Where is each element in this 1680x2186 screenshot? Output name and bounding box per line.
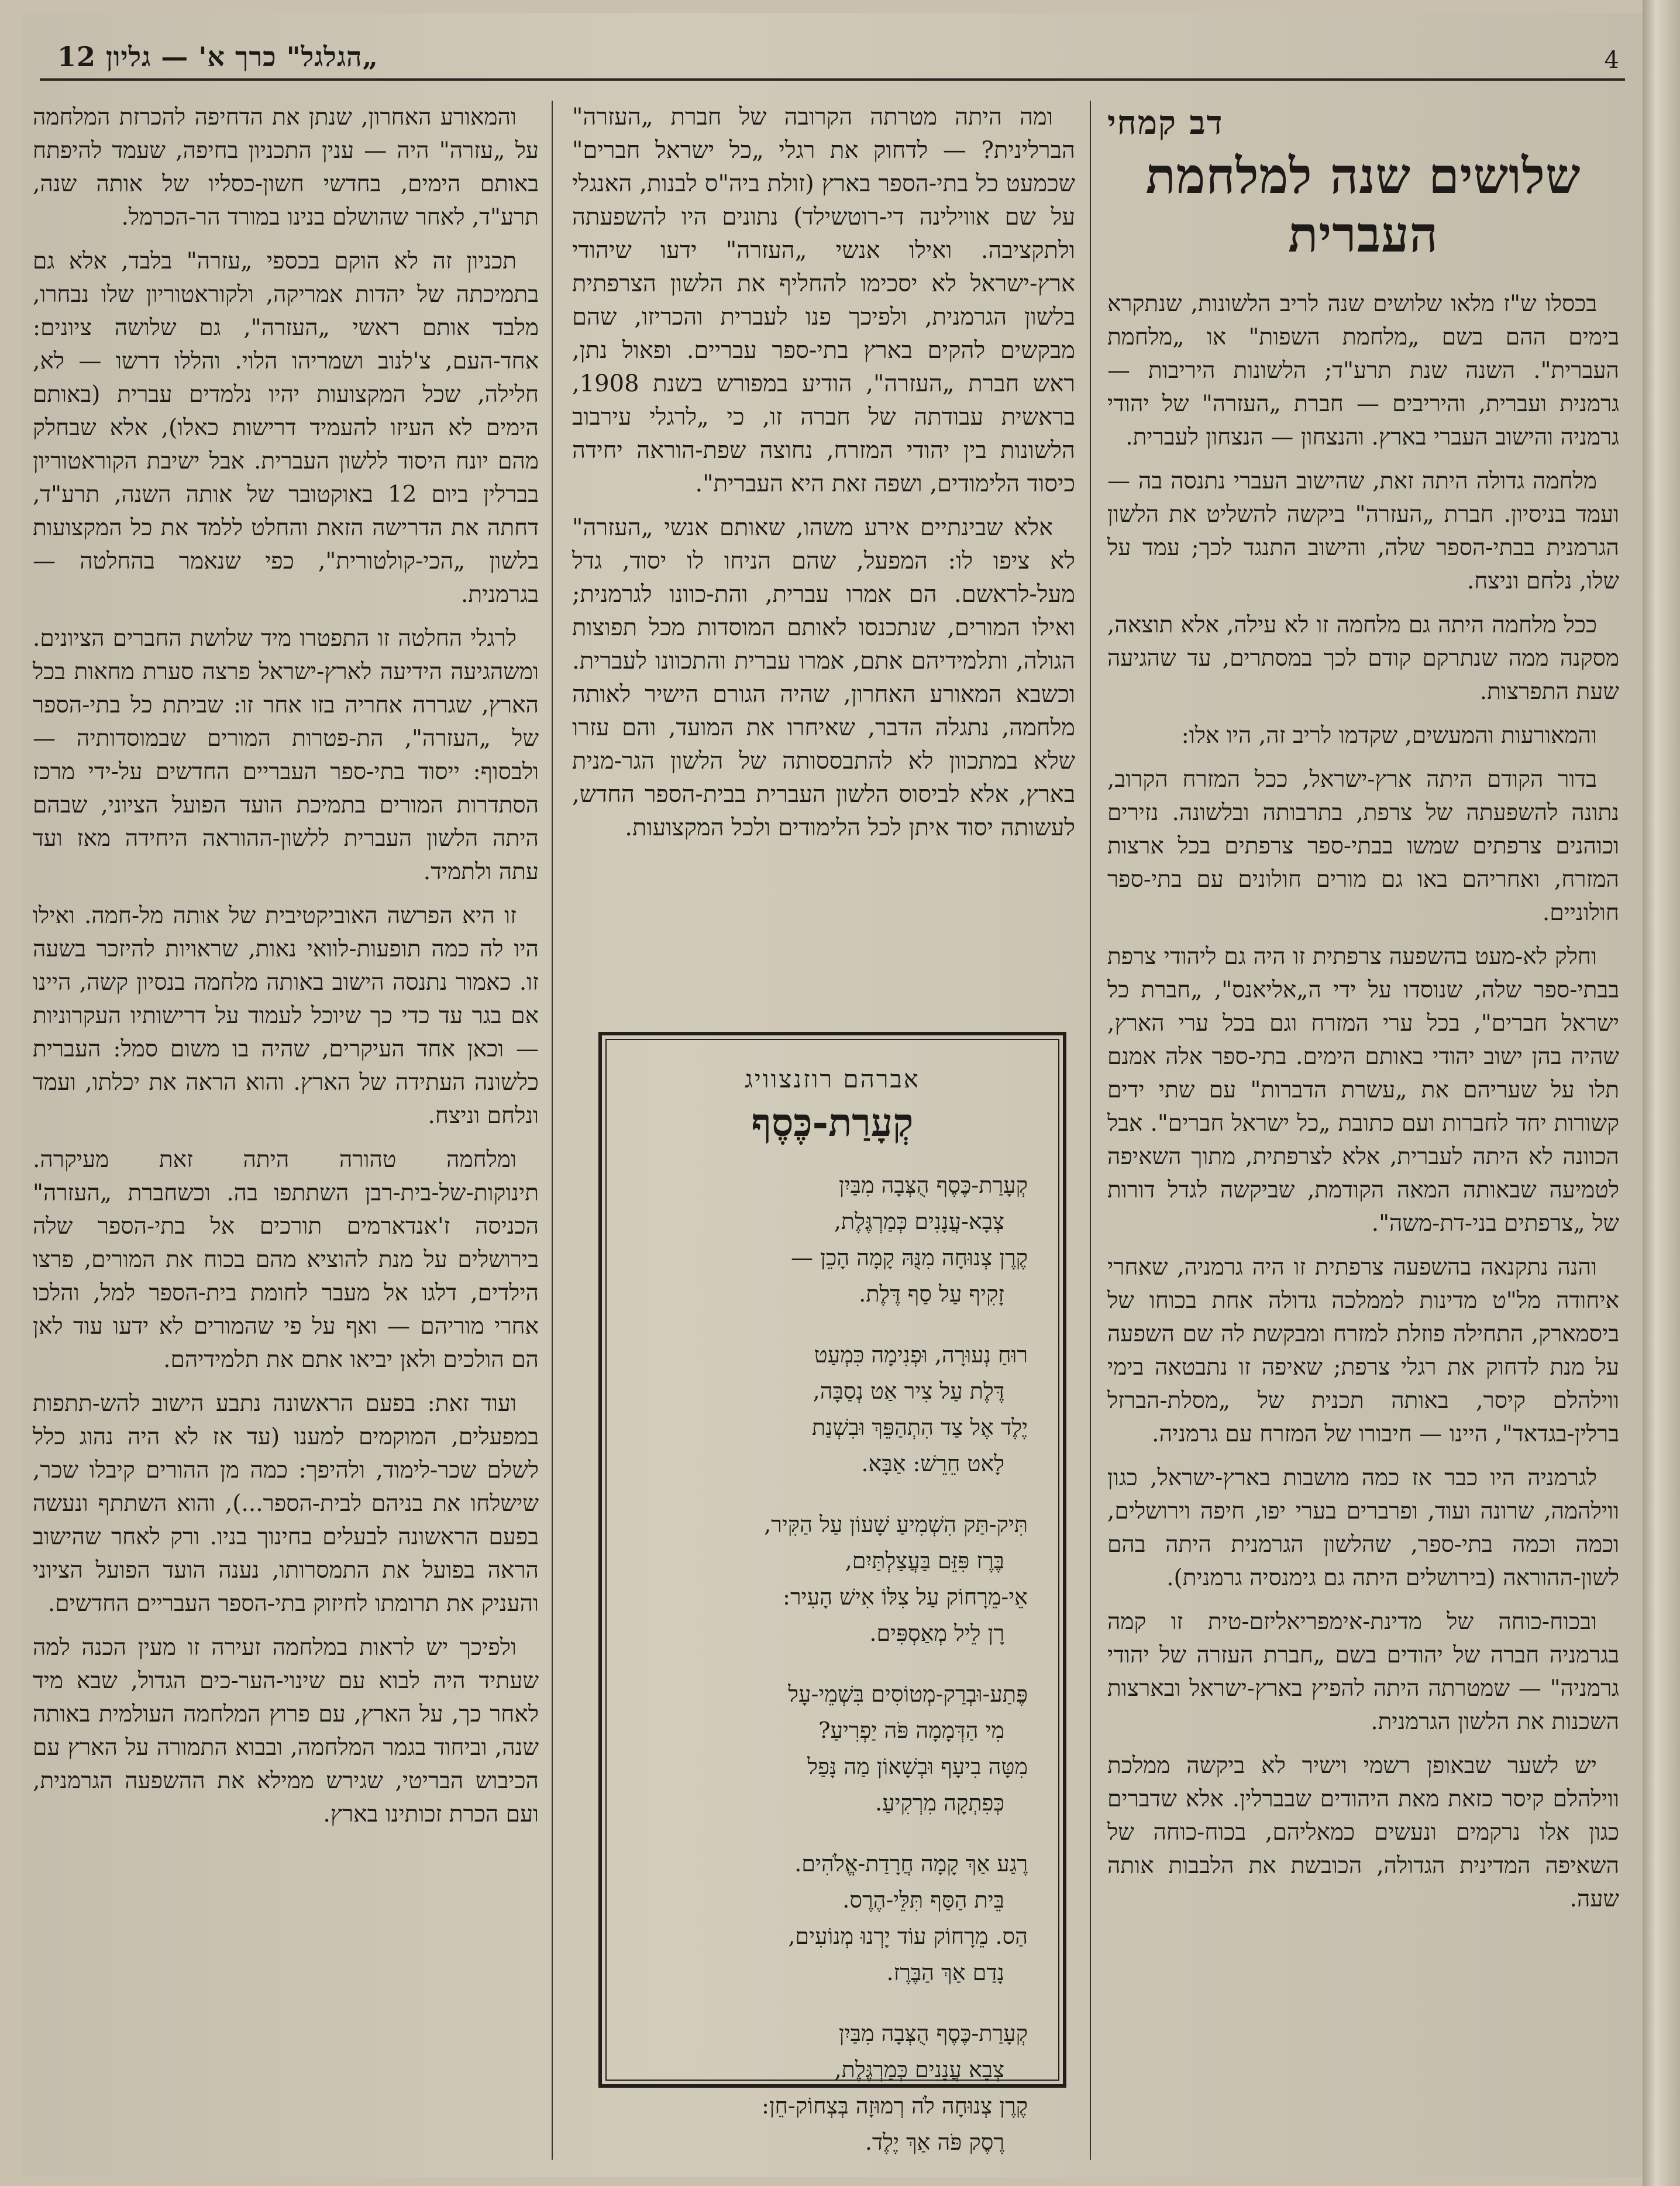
paragraph: וחלק לא-מעט בהשפעה צרפתית זו היה גם ליהודי צרפת בבתי-ספר שלה, שנוסדו על ידי ה„אליאנס", „חברת כל ישראל חברים", בכל ערי המזרח וגם בכל ערי הארץ, שהיה בהן ישוב יהודי באותם הימים. בתי-ספר אלה אמנם תלו על שעריהם את „עשרת הדברות" עם שתי ידים קשורות יחד לחברות ועם כתובת „כל ישראל חברים". אבל הכוונה לא היתה לעברית, אלא לצרפתית, מתוך השאיפה לטמיעה שבאותה המאה הקודמת, שביקשה לגדל דורות של „צרפתים בני-דת-משה". bbox=[1107, 944, 1619, 1237]
paragraph: ככל מלחמה היתה גם מלחמה זו לא עילה, אלא תוצאה, מסקנה ממה שנתרקם קודם לכך במסתרים, עד שהגיעה שעת התפרצות. bbox=[1107, 612, 1619, 705]
poem-line: זָקִיף עַל סַף דֶּלֶת. bbox=[859, 1281, 1004, 1307]
poem-line: צְבָא-עֲנָנִים כְּמַרְגֶּלֶת, bbox=[834, 1209, 1004, 1234]
poem-stanza bbox=[637, 1676, 1028, 1821]
poem-line: תִּיק-תַּק הִשְׁמִיעַ שָׁעוֹן עַל הַקִּיר, bbox=[764, 1512, 1028, 1537]
poem-line: דֶּלֶת עַל צִיר אַט נְסַבָּה, bbox=[813, 1378, 1004, 1404]
poem-line: בֵּית הַסַּף תִּלֵּי-הֶרֶס. bbox=[842, 1887, 1004, 1913]
paragraph: יש לשער שבאופן רשמי וישיר לא ביקשה ממלכת ווילהלם קיסר כזאת מאת היהודים שבברלין. אלא שדברים כגון אלו נרקמים ונעשים כמאליהם, בכוח-כוחה של השאיפה המדינית הגדולה, הכובשת את הלבבות אותה שעה. bbox=[1107, 1753, 1619, 1912]
poem-stanza bbox=[637, 1167, 1028, 1312]
poem-stanza bbox=[637, 1337, 1028, 1482]
poem-line: רָן לֵיל מְאַסְפִּים. bbox=[869, 1620, 1004, 1646]
poem-line: רֶגַע אַךְ קָמָה חֲרָדַת-אֱלֹהִים. bbox=[794, 1851, 1028, 1877]
poem-line: אֵי-מֵרָחוֹק עַל צִלּוֹ אִישׁ הָעִיר: bbox=[783, 1584, 1028, 1610]
column-divider bbox=[1090, 101, 1091, 2160]
poem-line: רוּחַ נְעוּרָה, וּפְנִימָה כִּמְעַט bbox=[814, 1342, 1028, 1368]
poem-box bbox=[598, 1032, 1066, 2155]
poem-line: קְעָרַת-כֶּסֶף הֻצְּבָה מִבַּיִן bbox=[839, 2020, 1028, 2046]
header-rule bbox=[40, 78, 1625, 81]
article-author: דב קמחי bbox=[1107, 104, 1224, 142]
poem-author: אברהם רוזנצוויג bbox=[745, 1065, 920, 1093]
poem-line: פֶּתַע-וּבְרַק-מְטוֹסִים בִּשְׁמֵי-עָל bbox=[788, 1681, 1028, 1707]
left-column bbox=[33, 101, 539, 1841]
article-title: שלושים שנה למלחמת העברית bbox=[1145, 147, 1581, 263]
paragraph: לגרמניה היו כבר אז כמה מושבות בארץ-ישראל, כגון ווילהמה, שרונה ועוד, ופרברים בערי יפו, חיפה וירושלים, וכמה וכמה בתי-ספר, שהלשון הגרמנית היתה בהם לשון-ההוראה (בירושלים היתה גם גימנסיה גרמנית). bbox=[1107, 1465, 1619, 1591]
paragraph: והמאורעות והמעשים, שקדמו לריב זה, היו אלו: bbox=[1181, 722, 1597, 749]
paragraph: ומה היתה מטרתה הקרובה של חברת „העזרה" הברלינית? — לדחוק את רגלי „כל ישראל חברים" שכמעט כל בתי-הספר בארץ (זולת ביה"ס לבנות, האנגלי על שם אווילינה די-רוטשילד) נתונים היו להשפעתה ולתקציבה. ואילו אנשי „העזרה" ידעו שיהודי ארץ-ישראל לא יסכימו להחליף את הלשון הצרפתית בלשון הגרמנית, ולפיכך פנו לעברית והכריזו, שהם מבקשים להקים בארץ בתי-ספר עבריים. ופאול נתן, ראש חברת „העזרה", הודיע במפורש בשנת 1908, בראשית עבודתה של חברה זו, כי „לרגלי עירבוב הלשונות בין יהודי המזרח, נחוצה שפת-הוראה יחידה כיסוד הלימודים, ושפה זאת היא העברית". bbox=[572, 104, 1075, 497]
paragraph: לרגלי החלטה זו התפטרו מיד שלושת החברים הציונים. ומשהגיעה הידיעה לארץ-ישראל פרצה סערת מחאות בכל הארץ, שגררה אחריה בזו אחר זו: שביתת כל בתי-הספר של „העזרה", הת-פטרות המורים שבמוסדותיה — ולבסוף: ייסוד בתי-ספר העבריים החדשים על-ידי מרכז הסתדרות המורים בתמיכת הועד הפועל הציוני, שבהם היתה הלשון העברית ללשון-ההוראה היחידה מאז ועד עתה ולתמיד. bbox=[33, 625, 539, 885]
poem-line: רֶסֶק פֹּה אַךְ יֶלֶד. bbox=[865, 2129, 1004, 2155]
poem-stanza bbox=[637, 1506, 1028, 1651]
poem-line: נָדַם אַךְ הַבֶּרֶז. bbox=[886, 1960, 1004, 1985]
issue-line: „הגלגל" כרך א' — גליון 12 bbox=[57, 41, 378, 73]
running-header bbox=[22, 23, 1643, 82]
poem-line: יֶלֶד אֶל צַד הִתְהַפֵּךְ וּבִשְׁנַת bbox=[811, 1414, 1028, 1440]
paragraph: ולפיכך יש לראות במלחמה זעירה זו מעין הכנה למה שעתיד היה לבוא עם שינוי-הער-כים הגדול, שבא מיד לאחר כך, על הארץ, עם פרוץ המלחמה העולמית באותה שנה, וביחוד בגמר המלחמה, ובבוא התמורה על הארץ עם הכיבוש הבריטי, שגירש ממילא את ההשפעה הגרמנית, ועם הכרת זכותינו בארץ. bbox=[33, 1634, 539, 1827]
poem-line: כְּפִתְקָה מִרְקִיעַ. bbox=[875, 1790, 1004, 1816]
right-column bbox=[1107, 101, 1619, 1926]
paragraph: בכסלו ש"ז מלאו שלושים שנה לריב הלשונות, שנתקרא בימים ההם בשם „מלחמת השפות" או „מלחמת העברית". השנה שנת תרע"ד; הלשונות היריבות — גרמנית ועברית, והיריבים — חברת „העזרה" של יהודי גרמניה והישוב העברי בארץ. והנצחון — הנצחון לעברית. bbox=[1107, 291, 1620, 450]
poem-line: מִטָּה בִיעָף וּבְשָׁאוֹן מַה נָּפַל bbox=[807, 1754, 1028, 1779]
poem-line: קְעָרַת-כֶּסֶף הֻצְּבָה מִבַּיִן bbox=[839, 1172, 1028, 1198]
poem-line: צְבָא עֲנָנִים כְּמַרְגֶּלֶת, bbox=[834, 2057, 1004, 2082]
paragraph: תכניון זה לא הוקם בכספי „עזרה" בלבד, אלא גם בתמיכתה של יהדות אמריקה, ולקוראטוריון שלו נבחרו, מלבד אותם ראשי „העזרה", גם שלושה ציונים: אחד-העם, צ'לנוב ושמריהו הלוי. והללו דרשו — לא, חלילה, שכל המקצועות יהיו נלמדים עברית (באותם הימים לא העיזו להעמיד דרישות כאלו), אלא שבחלק מהם יונח היסוד ללשון העברית. אבל ישיבת הקוראטוריון בברלין ביום 12 באוקטובר של אותה השנה, תרע"ד, דחתה את הדרישה הזאת והחלט ללמד את כל המקצועות בלשון „הכי-קולטורית", כפי שנאמר בהחלטה — בגרמנית. bbox=[33, 248, 539, 608]
paragraph: והמאורע האחרון, שנתן את הדחיפה להכרזת המלחמה על „עזרה" היה — ענין התכניון בחיפה, שעמד להיפתח באותם הימים, בחדשי חשון-כסליו של אותה שנה, תרע"ד, לאחר שהושלם בנינו במורד הר-הכרמל. bbox=[33, 104, 539, 230]
page-edge bbox=[1643, 0, 1680, 2186]
paragraph: זו היא הפרשה האוביקטיבית של אותה מל-חמה. ואילו היו לה כמה תופעות-לוואי נאות, שראויות להיזכר בשעה זו. כאמור נתנסה הישוב באותה מלחמה בנסיון קשה, היינו אם בגר עד כדי כך שיוכל לעמוד על דרישותיו העקרוניות — וכאן אחד העיקרים, שהיה בו משום סמל: העברית כלשונה העתידה של הארץ. והוא הראה את יכלתו, ועמד ונלחם וניצח. bbox=[33, 903, 539, 1129]
middle-column bbox=[572, 101, 1075, 855]
page-number: 4 bbox=[1604, 47, 1619, 74]
paragraph: אלא שבינתיים אירע משהו, שאותם אנשי „העזרה" לא ציפו לו: המפעל, שהם הניחו לו יסוד, גדל מעל-לראשם. הם אמרו עברית, והת-כוונו לגרמנית; ואילו המורים, שנתכנסו לאותם המוסדות מכל תפוצות הגולה, ותלמידיהם אתם, אמרו עברית והתכוונו לעברית. וכשבא המאורע האחרון, שהיה הגורם הישיר לאותה מלחמה, נתגלה הדבר, שאיחרו את המועד, והם עזרו שלא במתכוון לא להתבססותה של הלשון הגר-מנית בארץ, אלא לביסוס הלשון העברית בבית-הספר החדש, לעשותה יסוד איתן לכל הלימודים ולכל המקצועות. bbox=[572, 514, 1075, 841]
paragraph: ובכוח-כוחה של מדינת-אימפריאליזם-טית זו קמה בגרמניה חברה של יהודים בשם „חברת העזרה של יהודי גרמניה" — שמטרתה היתה להפיץ בארץ-ישראל ובארצות השכנות את הלשון הגרמנית. bbox=[1107, 1609, 1619, 1735]
poem-stanza bbox=[637, 1846, 1028, 1991]
column-divider bbox=[552, 101, 553, 2160]
poem-title: קְעָרַת-כֶּסֶף bbox=[751, 1100, 914, 1145]
poem-line: בֶּרֶז פִּזֵּם בַּעֲצַלְתַּיִם, bbox=[845, 1548, 1004, 1574]
poem-line: הַס. מֵרָחוֹק עוֹד יָרְנוּ מְנוֹעִים, bbox=[788, 1923, 1028, 1949]
poem-line: לָאט חֵרֵשׁ: אַבָּא. bbox=[861, 1451, 1004, 1476]
paragraph: ומלחמה טהורה היתה זאת מעיקרה. תינוקות-של-בית-רבן השתתפו בה. וכשחברת „העזרה" הכניסה ז'אנדארמים תורכים אל בתי-הספר שלה בירושלים על מנת להוציא מהם בכוח את המורים, פרצו הילדים, דלגו אל מעבר לחומת בית-הספר למל, והלכו אחרי מוריהם — ואף על פי שהמורים לא ידעו עוד לאן הם הולכים ולאן יביאו אתם את תלמידיהם. bbox=[33, 1147, 539, 1373]
poem-stanza bbox=[637, 2015, 1028, 2160]
paragraph: בדור הקודם היתה ארץ-ישראל, ככל המזרח הקרוב, נתונה להשפעתה של צרפת, בתרבותה ובלשונה. נזירים וכוהנים צרפתים שמשו בבתי-ספר צרפתים בכל ארצות המזרח, ואחריהם באו גם מורים חולונים עם בתי-ספר חולוניים. bbox=[1107, 766, 1619, 926]
paragraph: ועוד זאת: בפעם הראשונה נתבע הישוב להש-תתפות במפעלים, המוקמים למענו (עד אז לא היה נהוג כלל לשלם שכר-לימוד, ולהיפך: כמה מן ההורים קיבלו שכר, שישלחו את בניהם לבית-הספר...), והוא השתתף ונעשה בפעם הראשונה לבעלים בחינוך בניו. ורק לאחר שהישוב הראה בפועל את התמסרותו, נענה הועד הפועל הציוני והעניק את תרומתו לחיזוק בתי-הספר העבריים החדשים. bbox=[33, 1390, 539, 1617]
poem-line: קֶרֶן צְנוּחָה לֹה רְמוּזָה בְּצְחוֹק-חֵן: bbox=[762, 2093, 1028, 2119]
poem-line: מִי הַדְּמָמָה פֹּה יַפְרִיעַ? bbox=[818, 1717, 1004, 1743]
paragraph: מלחמה גדולה היתה זאת, שהישוב העברי נתנסה בה — ועמד בניסיון. חברת „העזרה" ביקשה להשליט את הלשון הגרמנית בבתי-הספר שלה, והישוב התנגד לכך; עמד על שלו, נלחם וניצח. bbox=[1107, 468, 1619, 594]
newspaper-page bbox=[22, 13, 1643, 2177]
poem-line: קֶרֶן צְנוּחָה מִנֻּהּ קָמָה הָכֵן — bbox=[791, 1245, 1028, 1271]
paragraph: והנה נתקנאה בהשפעה צרפתית זו היה גרמניה, שאחרי איחודה מל"ט מדינות לממלכה גדולה אחת בכוחו של ביסמארק, התחילה פוזלת למזרח ומבקשת לה שם השפעה על מנת לדחוק את רגלי צרפת; שאיפה זו נתבטאה בימי ווילהלם קיסר, באותה תכנית של „מסלת-הברזל ברלין-בגדאד", היינו — חיבורו של המזרח עם גרמניה. bbox=[1107, 1254, 1619, 1447]
